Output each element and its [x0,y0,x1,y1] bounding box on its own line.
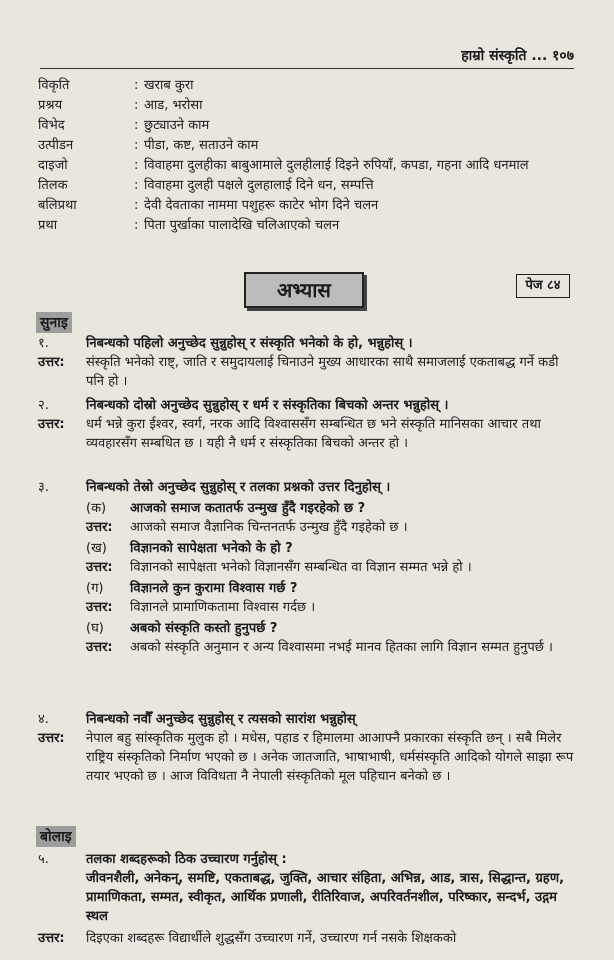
glossary-row: तिलक : विवाहमा दुलही पक्षले दुलहालाई दिने धन, सम्पत्ति [38,176,578,196]
question-text: निबन्धको नवौँ अनुच्छेद सुन्नुहोस् र त्यसको सारांश भन्नुहोस् [86,712,356,727]
answer-label: उत्तर: [86,520,113,535]
question-text: निबन्धको तेस्रो अनुच्छेद सुन्नुहोस् र तलका प्रश्नको उत्तर दिनुहोस् । [86,480,391,495]
sub-question-text: विज्ञानको सापेक्षता भनेको के हो ? [130,541,293,556]
question-text: निबन्धको पहिलो अनुच्छेद सुन्नुहोस् र संस्कृति भनेको के हो, भन्नुहोस् । [86,336,413,351]
glossary-term: विकृति [38,78,70,93]
question-2 [38,396,574,453]
section-title-listening: सुनाइ [36,312,72,333]
answer-text: संस्कृति भनेको राष्ट्, जाति र समुदायलाई चिनाउने मुख्य आधारका साथै समाजलाई एकताबद्ध गर्ने कडी पनि हो । [86,355,559,389]
glossary-term: प्रथा [38,218,58,233]
page-header: हाम्रो संस्कृति ... १०७ [461,48,574,64]
answer-text: दिइएका शब्दहरू विद्यार्थीले शुद्धसँग उच्चारण गर्ने, उच्चारण गर्न नसके शिक्षकको [86,931,457,946]
glossary-def: विवाहमा दुलहीका बाबुआमाले दुलहीलाई दिइने रुपियाँ, कपडा, गहना आदि धनमाल [144,158,529,173]
glossary-row: विकृति : खराब कुरा [38,76,578,96]
question-1 [38,334,574,391]
question-number: ४. [38,712,49,727]
question-number: ५. [38,852,49,867]
glossary-term: प्रश्रय [38,98,63,113]
answer-text: आजको समाज वैज्ञानिक चिन्तनतर्फ उन्मुख हुँदै गइहेको छ । [130,520,408,535]
glossary [38,76,578,236]
header-divider [40,68,574,69]
question-text: निबन्धको दोस्रो अनुच्छेद सुन्नुहोस् र धर्म र संस्कृतिका बिचको अन्तर भन्नुहोस् । [86,398,449,413]
glossary-def: पिता पुर्खाका पालादेखि चलिआएको चलन [144,218,340,233]
glossary-term: विभेद [38,118,65,133]
answer-label: उत्तर: [86,640,113,655]
answer-label: उत्तर: [86,600,113,615]
sub-question-label: (क) [86,501,107,516]
answer-text: विज्ञानको सापेक्षता भनेको विज्ञानसँग सम्बन्धित वा विज्ञान सम्मत भन्ने हो । [130,560,472,575]
sub-question-text: विज्ञानले कुन कुरामा विश्वास गर्छ ? [130,581,298,596]
question-3 [38,478,574,657]
glossary-def: देवी देवताका नाममा पशुहरू काटेर भोग दिने चलन [144,198,379,213]
glossary-term: तिलक [38,178,68,193]
answer-label: उत्तर: [38,731,65,746]
question-number: १. [38,336,49,351]
exercise-title: अभ्यास [244,272,364,308]
question-number: ३. [38,480,49,495]
glossary-row: बलिप्रथा : देवी देवताका नाममा पशुहरू काटेर भोग दिने चलन [38,196,578,216]
answer-text: विज्ञानले प्रामाणिकतामा विश्वास गर्दछ । [130,600,316,615]
answer-label: उत्तर: [38,417,65,432]
pronunciation-words: जीवनशैली, अनेकन्, समष्टि, एकताबद्ध, जुक्ति, आचार संहिता, अभिन्न, आड, त्रास, सिद्धान्त, ग्रहण, प्रामाणिकता, सम्मत, स्वीकृत, आर्थिक प्रणाली, रीतिरिवाज, अपरिवर्तनशील, परिष्कार, सन्दर्भ, उद्गम स्थल [86,871,565,924]
page-reference: पेज ८४ [516,274,570,298]
glossary-def: खराब कुरा [144,78,194,93]
glossary-row: प्रथा : पिता पुर्खाका पालादेखि चलिआएको चलन [38,216,578,236]
answer-label: उत्तर: [38,355,65,370]
sub-question-label: (ग) [86,581,104,596]
glossary-term: बलिप्रथा [38,198,77,213]
question-4 [38,710,574,786]
glossary-term: दाइजो [38,158,68,173]
answer-label: उत्तर: [38,931,65,946]
question-5 [38,850,574,948]
answer-text: नेपाल बहु सांस्कृतिक मुलुक हो । मधेस, पहाड र हिमालमा आआफ्नै प्रकारका संस्कृति छन् । सबै मिलेर राष्ट्रिय संस्कृतिको निर्माण भएको छ । अनेक जातजाति, भाषाभाषी, धर्मसंस्कृति आदिको योगले साझा रूप तयार भएको छ । आज विविधता नै नेपाली संस्कृतिको मूल पहिचान बनेको छ । [86,731,574,784]
question-text: तलका शब्दहरूको ठिक उच्चारण गर्नुहोस् : [86,852,287,867]
section-title-speaking: बोलाइ [36,826,76,847]
answer-label: उत्तर: [86,560,113,575]
glossary-def: विवाहमा दुलही पक्षले दुलहालाई दिने धन, सम्पत्ति [144,178,374,193]
answer-text: धर्म भन्ने कुरा ईश्वर, स्वर्ग, नरक आदि विश्वाससँग सम्बन्धित छ भने संस्कृति मानिसका आचार तथा व्यवहारसँग सम्बधित छ । यही नै धर्म र संस्कृतिका बिचको अन्तर हो । [86,417,541,451]
glossary-row: विभेद : छुट्याउने काम [38,116,578,136]
glossary-def: पीडा, कष्ट, सताउने काम [144,138,259,153]
glossary-row: प्रश्रय : आड, भरोसा [38,96,578,116]
sub-question-label: (घ) [86,621,104,636]
answer-text: अबको संस्कृति अनुमान र अन्य विश्वासमा नभई मानव हितका लागि विज्ञान सम्मत हुनुपर्छ । [130,640,553,655]
glossary-def: आड, भरोसा [144,98,203,113]
glossary-row: उत्पीडन : पीडा, कष्ट, सताउने काम [38,136,578,156]
sub-question-label: (ख) [86,541,107,556]
sub-question-text: अबको संस्कृति कस्तो हुनुपर्छ ? [130,621,278,636]
sub-question-text: आजको समाज कतातर्फ उन्मुख हुँदै गइरहेको छ ? [130,501,366,516]
glossary-term: उत्पीडन [38,138,74,153]
question-number: २. [38,398,49,413]
glossary-def: छुट्याउने काम [144,118,210,133]
glossary-row: दाइजो : विवाहमा दुलहीका बाबुआमाले दुलहीलाई दिइने रुपियाँ, कपडा, गहना आदि धनमाल [38,156,578,176]
